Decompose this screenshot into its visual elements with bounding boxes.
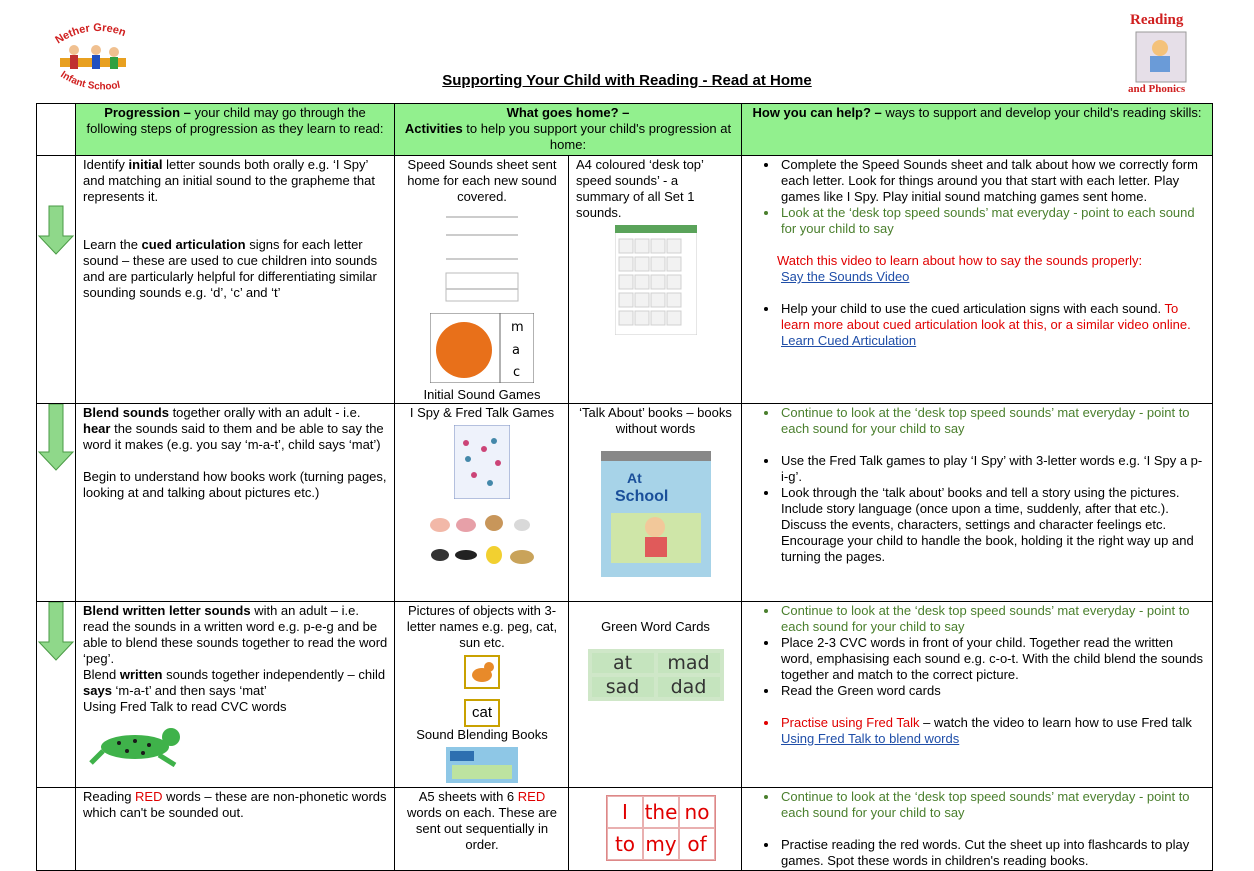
svg-text:a: a xyxy=(512,343,520,358)
red-word-grid xyxy=(606,795,716,861)
logo-right-top-text: Reading xyxy=(1130,12,1184,28)
header-row xyxy=(37,104,1213,156)
help-item: • Continue to look at the ‘desk top speed sounds’ mat everyday - point to each sound for your child to say xyxy=(779,603,1206,635)
logo-left-bottom-text: Infant School xyxy=(58,69,122,93)
red-word: my xyxy=(643,828,679,860)
help-item: • Place 2-3 CVC words in front of your child. Together read the written word, emphasising each sound e.g. c-o-t. With the child blend the sounds together and match to the correct picture. xyxy=(779,635,1206,683)
arrow-column-header xyxy=(37,104,76,156)
fred-frog-image xyxy=(89,721,185,767)
table-row xyxy=(37,156,1213,404)
svg-text:m: m xyxy=(511,320,524,335)
word-card: sad xyxy=(592,677,654,697)
down-arrow-icon xyxy=(37,404,75,597)
say-the-sounds-link[interactable]: Say the Sounds Video xyxy=(781,269,910,284)
activity-cell xyxy=(569,788,742,871)
talk-about-book-cover xyxy=(601,451,711,577)
progression-cell: Blend sounds together orally with an adult - i.e. hear the sounds said to them and be able to say the word it makes (e.g. you say ‘m-a-t’, child says ‘mat’) Begin to understand how books work (turning pages, looking at and talking about pictures etc.) xyxy=(76,404,395,602)
down-arrow-icon xyxy=(37,602,75,781)
word-card: at xyxy=(592,653,654,673)
red-word: to xyxy=(607,828,643,860)
learn-cued-articulation-link[interactable]: Learn Cued Articulation xyxy=(781,333,917,348)
svg-text:c: c xyxy=(513,365,521,380)
cat-picture-card xyxy=(464,655,500,689)
green-word-cards xyxy=(588,649,724,701)
table-row xyxy=(37,404,1213,602)
fred-talk-video-link[interactable]: Using Fred Talk to blend words xyxy=(781,731,960,746)
fred-talk-animals-image xyxy=(426,503,538,571)
logo-left-top-text: Nether Green xyxy=(53,22,128,47)
activity-cell: A4 coloured ‘desk top’ speed sounds’ - a summary of all Set 1 sounds. xyxy=(569,156,742,404)
help-item: • Continue to look at the ‘desk top speed sounds’ mat everyday - point to each sound for your child to say xyxy=(779,789,1206,821)
help-item: • Read the Green word cards xyxy=(779,683,1206,699)
help-item: • Practise using Fred Talk – watch the video to learn how to use Fred talk Using Fred Talk to blend words xyxy=(779,715,1206,747)
table-row xyxy=(37,602,1213,788)
help-cell xyxy=(742,404,1213,602)
svg-text:At: At xyxy=(626,470,642,486)
logo-right-bottom-text: and Phonics xyxy=(1128,83,1186,95)
page-title: Supporting Your Child with Reading - Read at Home xyxy=(442,72,812,89)
red-word: of xyxy=(679,828,715,860)
i-spy-game-image xyxy=(454,425,510,499)
activity-cell: A5 sheets with 6 RED words on each. These are sent out sequentially in order. xyxy=(395,788,569,871)
help-cell xyxy=(742,156,1213,404)
red-word: I xyxy=(607,796,643,828)
activity-cell: ‘Talk About’ books – books without words At School xyxy=(569,404,742,602)
table-row xyxy=(37,788,1213,871)
red-word: no xyxy=(679,796,715,828)
arrow-cell xyxy=(37,156,76,404)
progression-cell: Identify initial letter sounds both orally e.g. ‘I Spy’ and matching an initial sound to the grapheme that represents it. Learn the cued articulation signs for each letter sound – these are used to cue children into sounds and are particularly helpful for differentiating similar sounding sounds e.g. ‘d’, ‘c’ and ‘t’ xyxy=(76,156,395,404)
activity-cell: Pictures of objects with 3-letter names e.g. peg, cat, sun etc. cat Sound Blending Books xyxy=(395,602,569,788)
arrow-cell xyxy=(37,788,76,871)
activity-cell: I Spy & Fred Talk Games xyxy=(395,404,569,602)
desk-top-speed-sounds-image xyxy=(615,225,697,335)
svg-text:Nether Green xyxy=(53,22,127,46)
apple-sound-card-image xyxy=(430,313,534,383)
activity-cell: Green Word Cards at mad sad dad xyxy=(569,602,742,788)
header-how-you-can-help: How you can help? – ways to support and develop your child's reading skills: xyxy=(742,104,1213,156)
cat-word-card: cat xyxy=(464,699,500,727)
help-item: • Continue to look at the ‘desk top speed sounds’ mat everyday - point to each sound for your child to say xyxy=(779,405,1206,437)
help-item: • Complete the Speed Sounds sheet and talk about how we correctly form each letter. Look for things around you that start with each letter. Play games like I Spy. Play initial sound matching games sent home. xyxy=(779,157,1206,205)
down-arrow-icon xyxy=(37,156,75,393)
speed-sounds-sheet-image xyxy=(442,209,522,309)
help-item: • Use the Fred Talk games to play ‘I Spy’ with 3-letter words e.g. ‘I Spy a p-i-g’. xyxy=(779,453,1206,485)
progression-cell: Blend written letter sounds with an adult – i.e. read the sounds in a written word e.g. p-e-g and be able to blend these sounds together to read the word ‘peg’. Blend written sounds together independently – child says ‘m-a-t’ and then says ‘mat’ Using Fred Talk to read CVC words xyxy=(76,602,395,788)
help-item: • Look at the ‘desk top speed sounds’ mat everyday - point to each sound for your child to say Watch this video to learn about how to say the sounds properly: Say the Sounds Video xyxy=(779,205,1206,285)
word-card: mad xyxy=(658,653,720,673)
activity-cell: Speed Sounds sheet sent home for each new sound covered. m a c Initial Sound Games xyxy=(395,156,569,404)
help-cell xyxy=(742,602,1213,788)
book-title: School xyxy=(614,488,668,505)
arrow-cell xyxy=(37,404,76,602)
help-cell xyxy=(742,788,1213,871)
progression-cell: Reading RED words – these are non-phonetic words which can't be sounded out. xyxy=(76,788,395,871)
red-word: the xyxy=(643,796,679,828)
sound-blending-book-image xyxy=(446,747,518,783)
arrow-cell xyxy=(37,602,76,788)
header-progression: Progression – your child may go through the following steps of progression as they learn to read: xyxy=(76,104,395,156)
word-card: dad xyxy=(658,677,720,697)
help-item: • Practise reading the red words. Cut the sheet up into flashcards to play games. Spot these words in children's reading books. xyxy=(779,837,1206,869)
help-item: • Help your child to use the cued articulation signs with each sound. To learn more about cued articulation look at this, or a similar video online. Learn Cued Articulation xyxy=(779,301,1206,349)
reading-table xyxy=(36,103,1213,871)
help-item: • Look through the ‘talk about’ books and tell a story using the pictures. Include story language (once upon a time, suddenly, after that etc.). Discuss the events, characters, settings and character feelings etc. Encourage your child to handle the book, holding it the right way up and turning the pages. xyxy=(779,485,1206,565)
header-what-goes-home: What goes home? – Activities to help you support your child's progression at home: xyxy=(395,104,742,156)
